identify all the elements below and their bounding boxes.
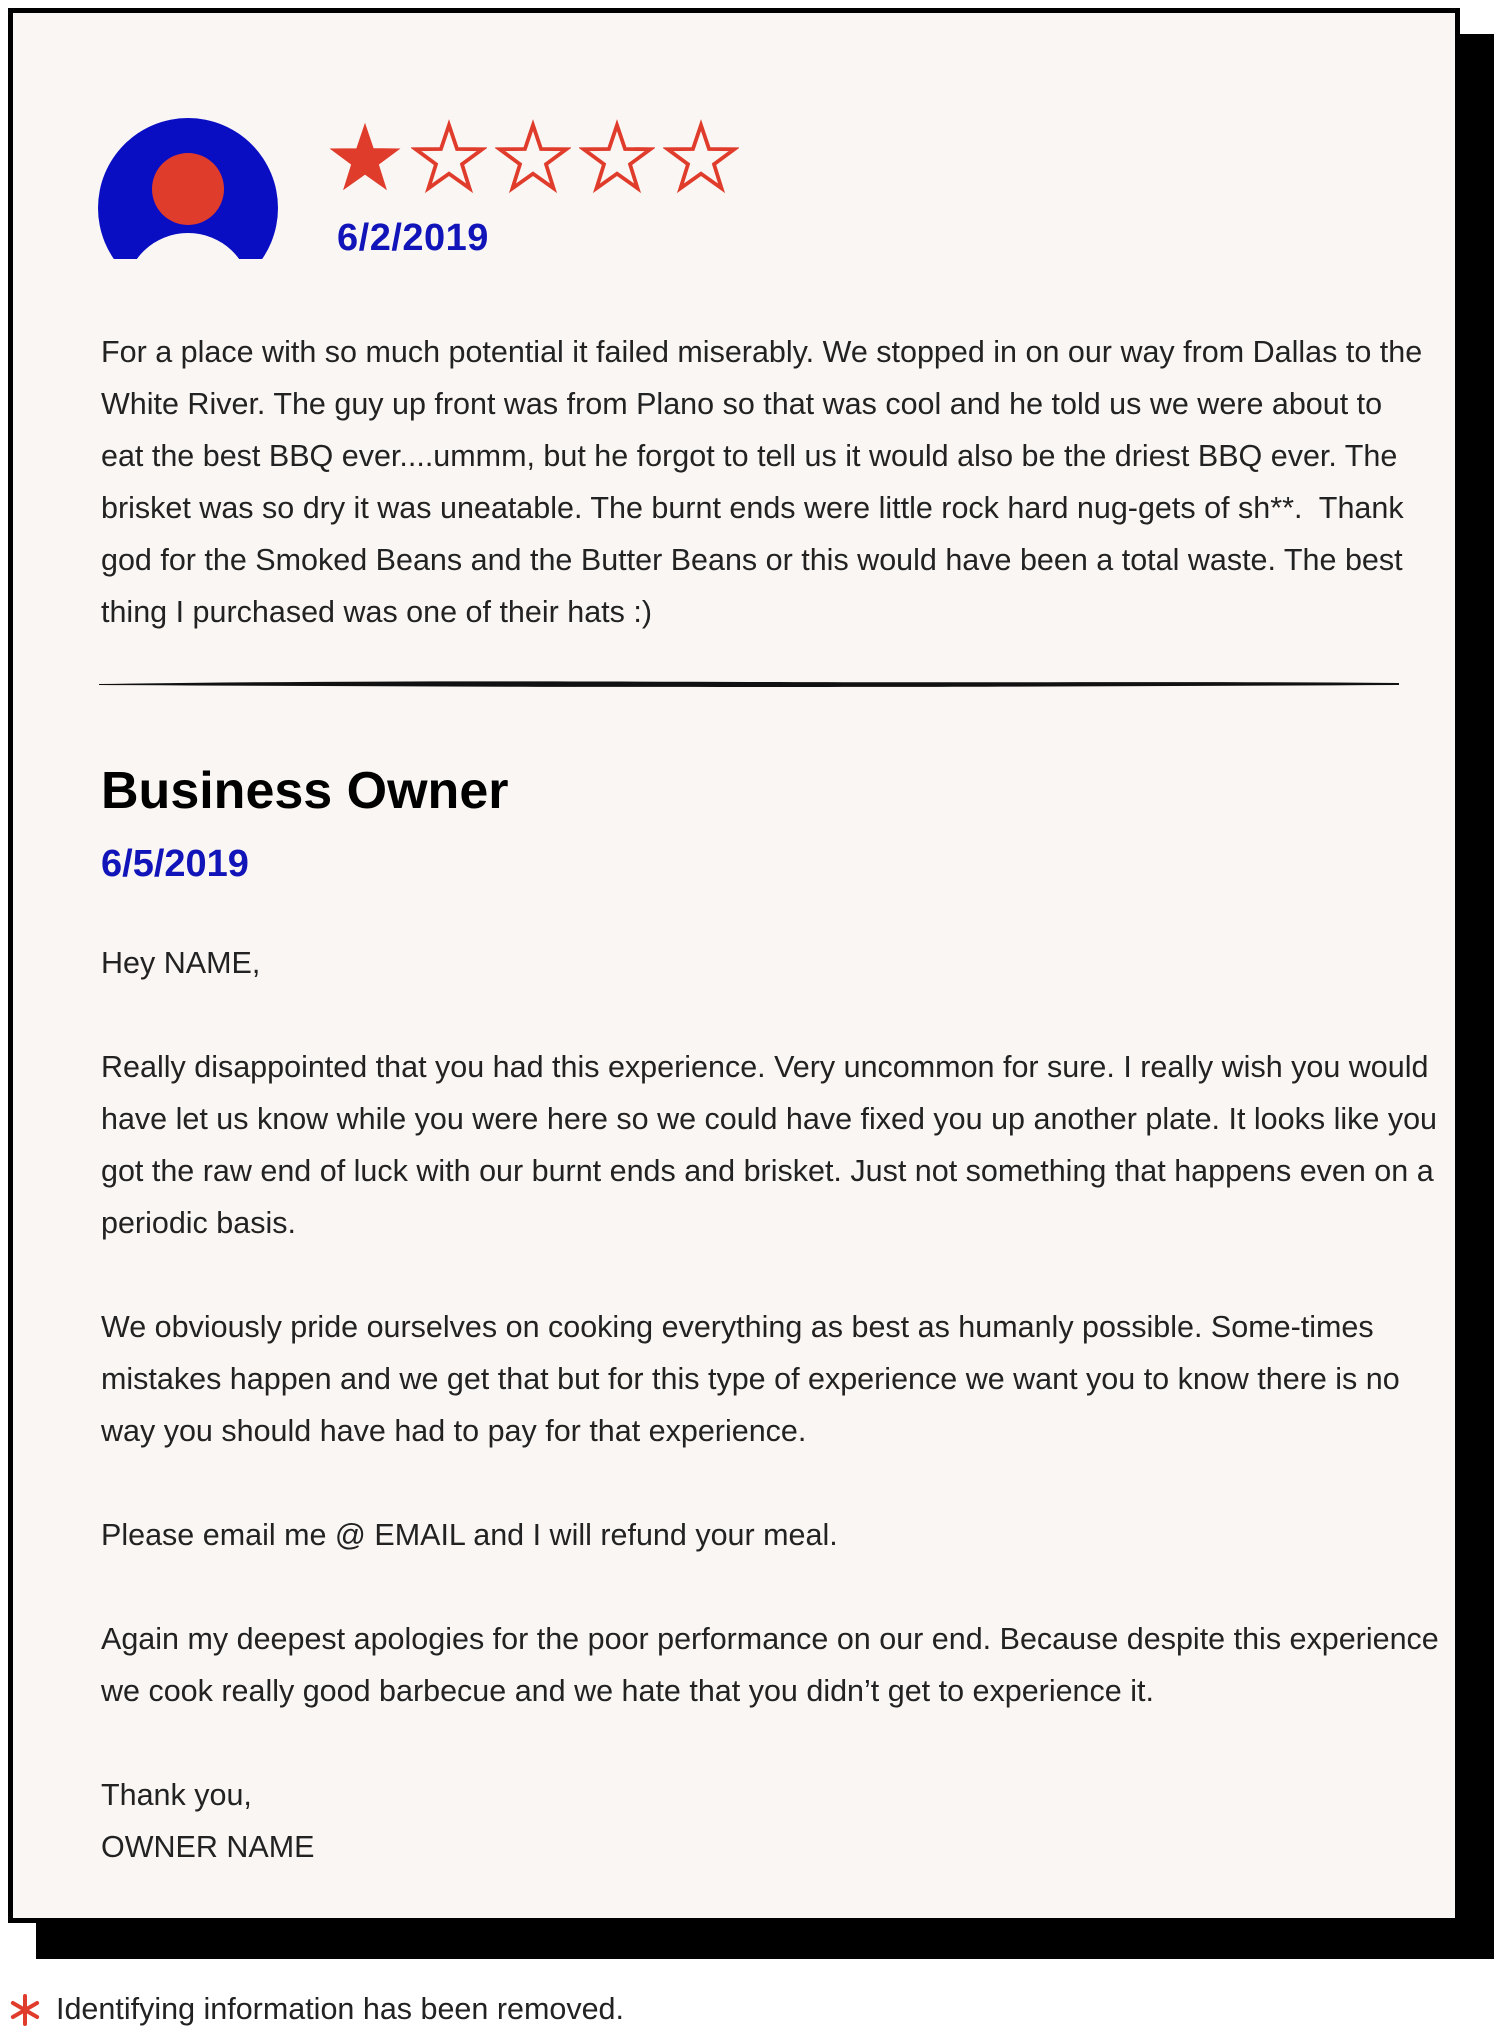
divider (99, 679, 1399, 689)
owner-response-date: 6/5/2019 (101, 843, 249, 885)
owner-response-body (101, 937, 1448, 1873)
star-outline-icon (495, 119, 571, 195)
owner-signature: OWNER NAME (101, 1830, 315, 1864)
owner-paragraph: We obviously pride ourselves on cooking everything as best as humanly possible. Some-times mistakes happen and we get that but for this type of experience we want you to know there is no way you should have had to pay for that experience. (101, 1310, 1409, 1448)
user-avatar-icon (95, 115, 281, 259)
review-card (8, 8, 1460, 1923)
review-date: 6/2/2019 (337, 217, 489, 259)
owner-paragraph: Please email me @ EMAIL and I will refund your meal. (101, 1518, 838, 1552)
star-outline-icon (411, 119, 487, 195)
owner-response-title: Business Owner (101, 762, 509, 820)
footnote (8, 1992, 624, 2027)
owner-closing-text: Thank you, (101, 1778, 252, 1812)
asterisk-icon (8, 1993, 42, 2027)
star-filled-icon (327, 119, 403, 195)
star-rating (327, 119, 739, 195)
star-outline-icon (579, 119, 655, 195)
owner-greeting: Hey NAME, (101, 946, 261, 980)
owner-closing (101, 1769, 1441, 1873)
star-outline-icon (663, 119, 739, 195)
owner-paragraph: Really disappointed that you had this experience. Very uncommon for sure. I really wish you would have let us know while you were here so we could have fixed you up another plate. It looks like you got the raw end of luck with our burnt ends and brisket. Just not something that happens even on a periodic basis. (101, 1050, 1446, 1240)
avatar-head (152, 153, 224, 225)
owner-paragraph: Again my deepest apologies for the poor performance on our end. Because despite this experience we cook really good barbecue and we hate that you didn’t get to experience it. (101, 1622, 1448, 1708)
footnote-text: Identifying information has been removed. (56, 1992, 624, 2026)
review-text: For a place with so much potential it failed miserably. We stopped in on our way from Dallas to the White River. The guy up front was from Plano so that was cool and he told us we were about to eat the best BBQ ever....ummm, but he forgot to tell us it would also be the driest BBQ ever. The brisket was so dry it was uneatable. The burnt ends were little rock hard nug-gets of sh**. Thank god for the Smoked Beans and the Butter Beans or this would have been a total waste. The best thing I purchased was one of their hats :) (101, 335, 1431, 629)
